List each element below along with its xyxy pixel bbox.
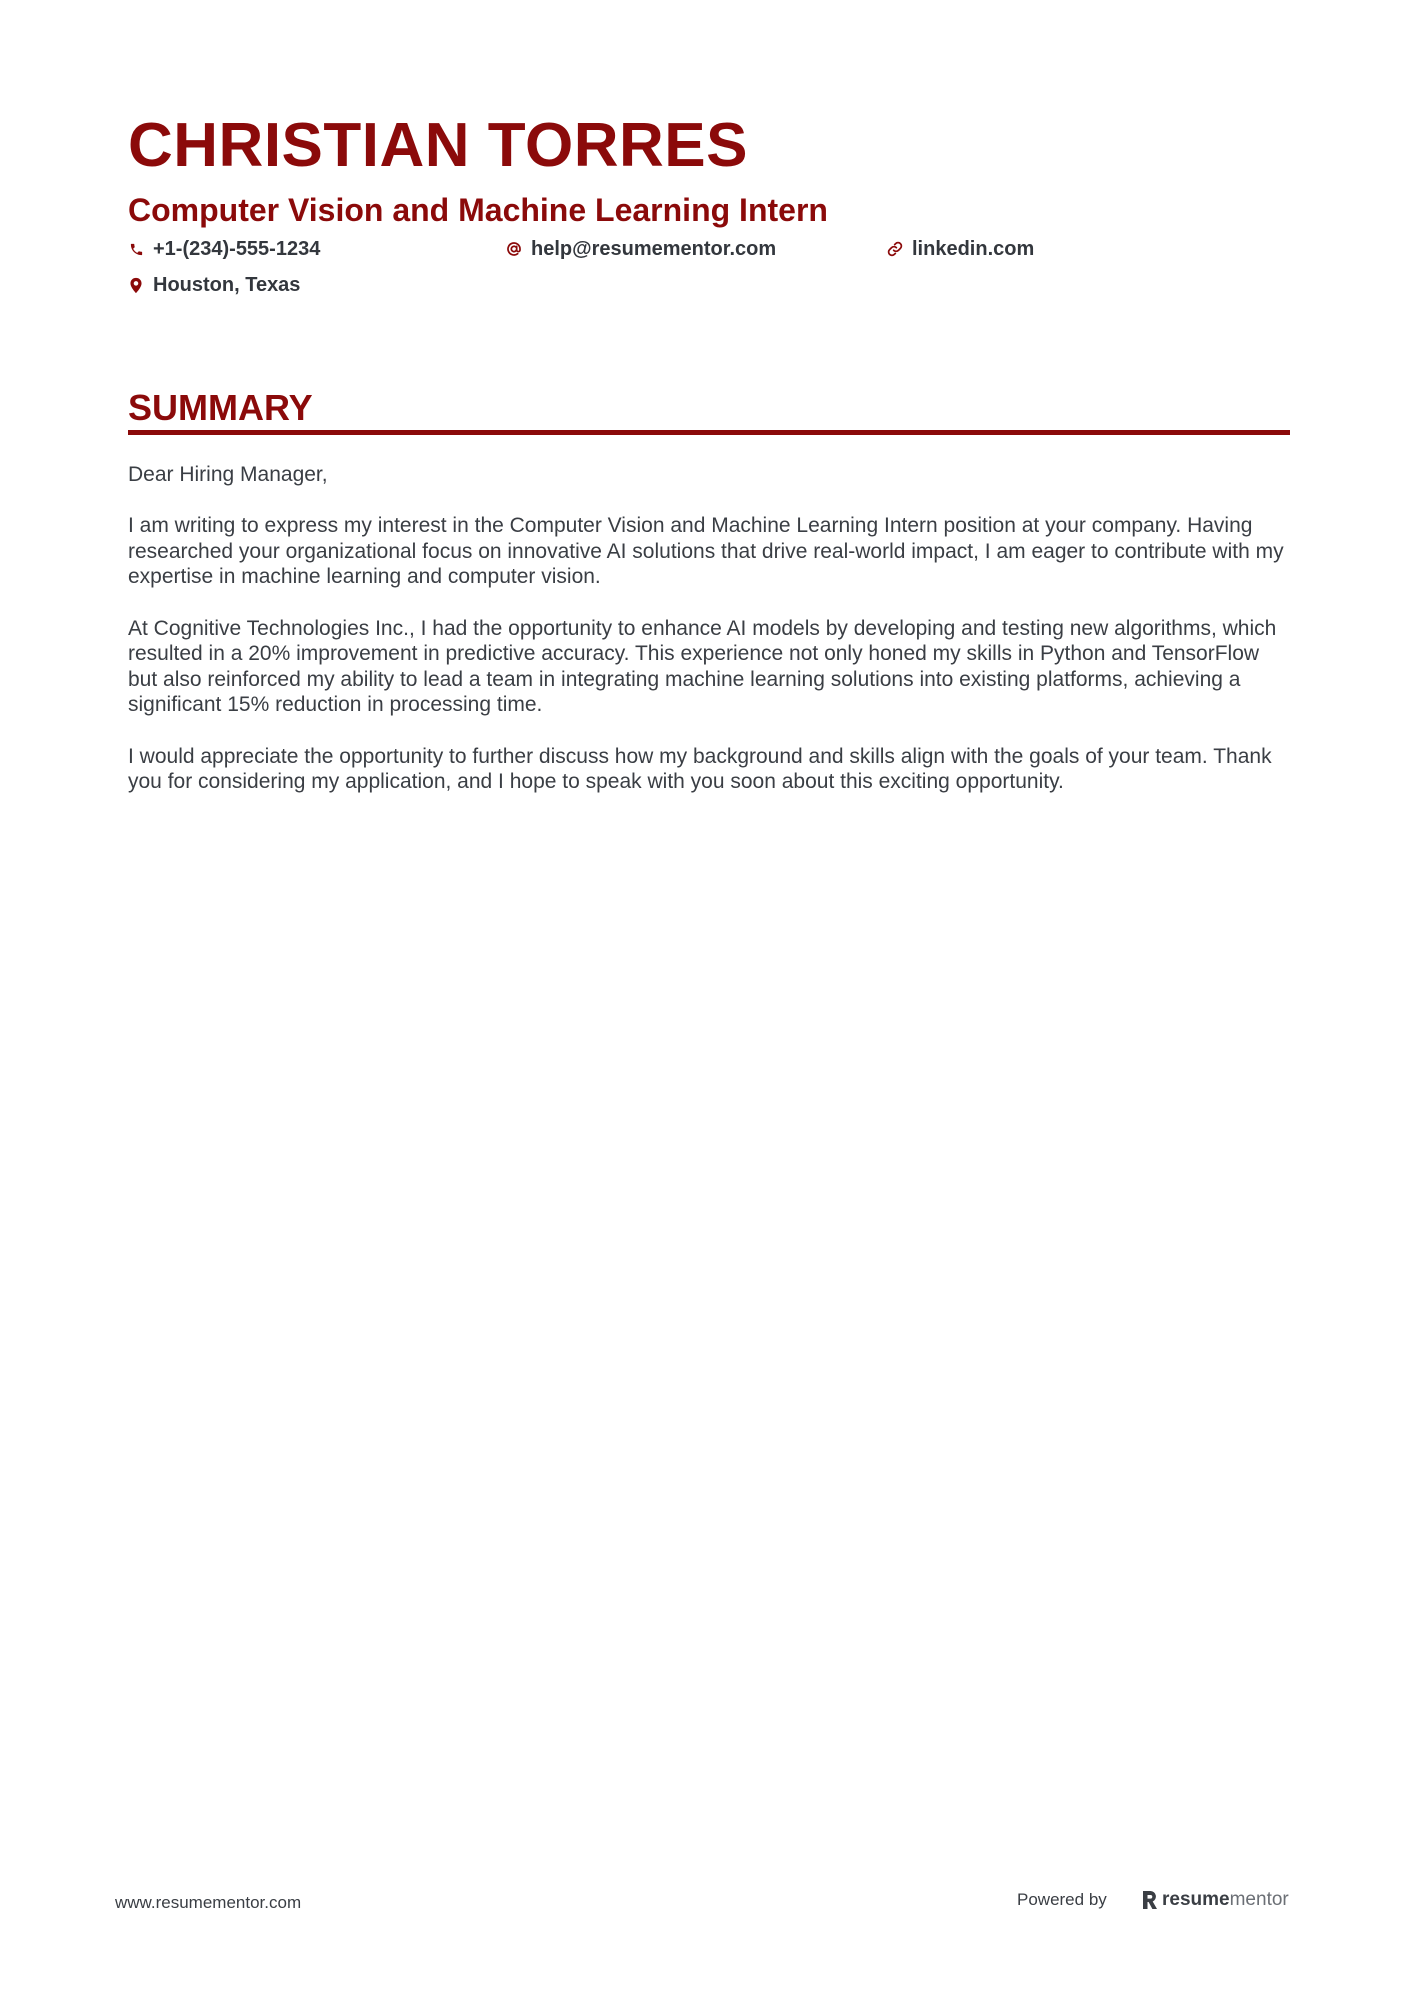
letter-paragraph: At Cognitive Technologies Inc., I had the opportunity to enhance AI models by developing and testing new algorithms, which resulted in a 20% improvement in predictive accuracy. This experience not only honed my skills in Python and TensorFlow but also reinforced my ability to lead a team in integrating machine learning solutions into existing platforms, achieving a significant 15% reduction in processing time. (128, 616, 1277, 717)
contact-phone (128, 234, 320, 264)
at-sign-icon (506, 241, 522, 257)
brand-name-strong: resume (1162, 1889, 1230, 1910)
cover-letter-body (128, 462, 1290, 820)
location-text: Houston, Texas (153, 273, 301, 296)
contact-email[interactable] (506, 234, 776, 264)
linkedin-text[interactable]: linkedin.com (912, 237, 1035, 260)
job-title: Computer Vision and Machine Learning Intern (128, 192, 828, 228)
letter-paragraph: I would appreciate the opportunity to further discuss how my background and skills align with the goals of your team. Thank you for considering my application, and I hope to speak with you soon about this exciting opportunity. (128, 744, 1272, 794)
brand-logo[interactable] (1141, 1884, 1289, 1916)
phone-text: +1-(234)-555-1234 (153, 237, 321, 260)
footer-website-link[interactable]: www.resumementor.com (115, 1893, 302, 1912)
summary-heading: SUMMARY (128, 387, 313, 428)
contact-location (128, 270, 300, 300)
brand-name-light: mentor (1229, 1889, 1289, 1910)
email-text[interactable]: help@resumementor.com (531, 237, 777, 260)
letter-salutation: Dear Hiring Manager, (128, 463, 328, 486)
phone-icon (128, 241, 144, 257)
map-pin-icon (128, 277, 144, 293)
candidate-name: CHRISTIAN TORRES (128, 111, 749, 180)
contact-linkedin[interactable] (887, 234, 1034, 264)
powered-by-label: Powered by (1017, 1890, 1107, 1909)
letter-paragraph: I am writing to express my interest in the Computer Vision and Machine Learning Intern position at your company. Having researched your organizational focus on innovative AI solutions that drive real-world impact, I am eager to contribute with my expertise in machine learning and computer vision. (128, 514, 1284, 589)
section-divider (128, 430, 1290, 435)
link-icon (887, 241, 903, 257)
brand-mark-icon (1141, 1889, 1159, 1911)
